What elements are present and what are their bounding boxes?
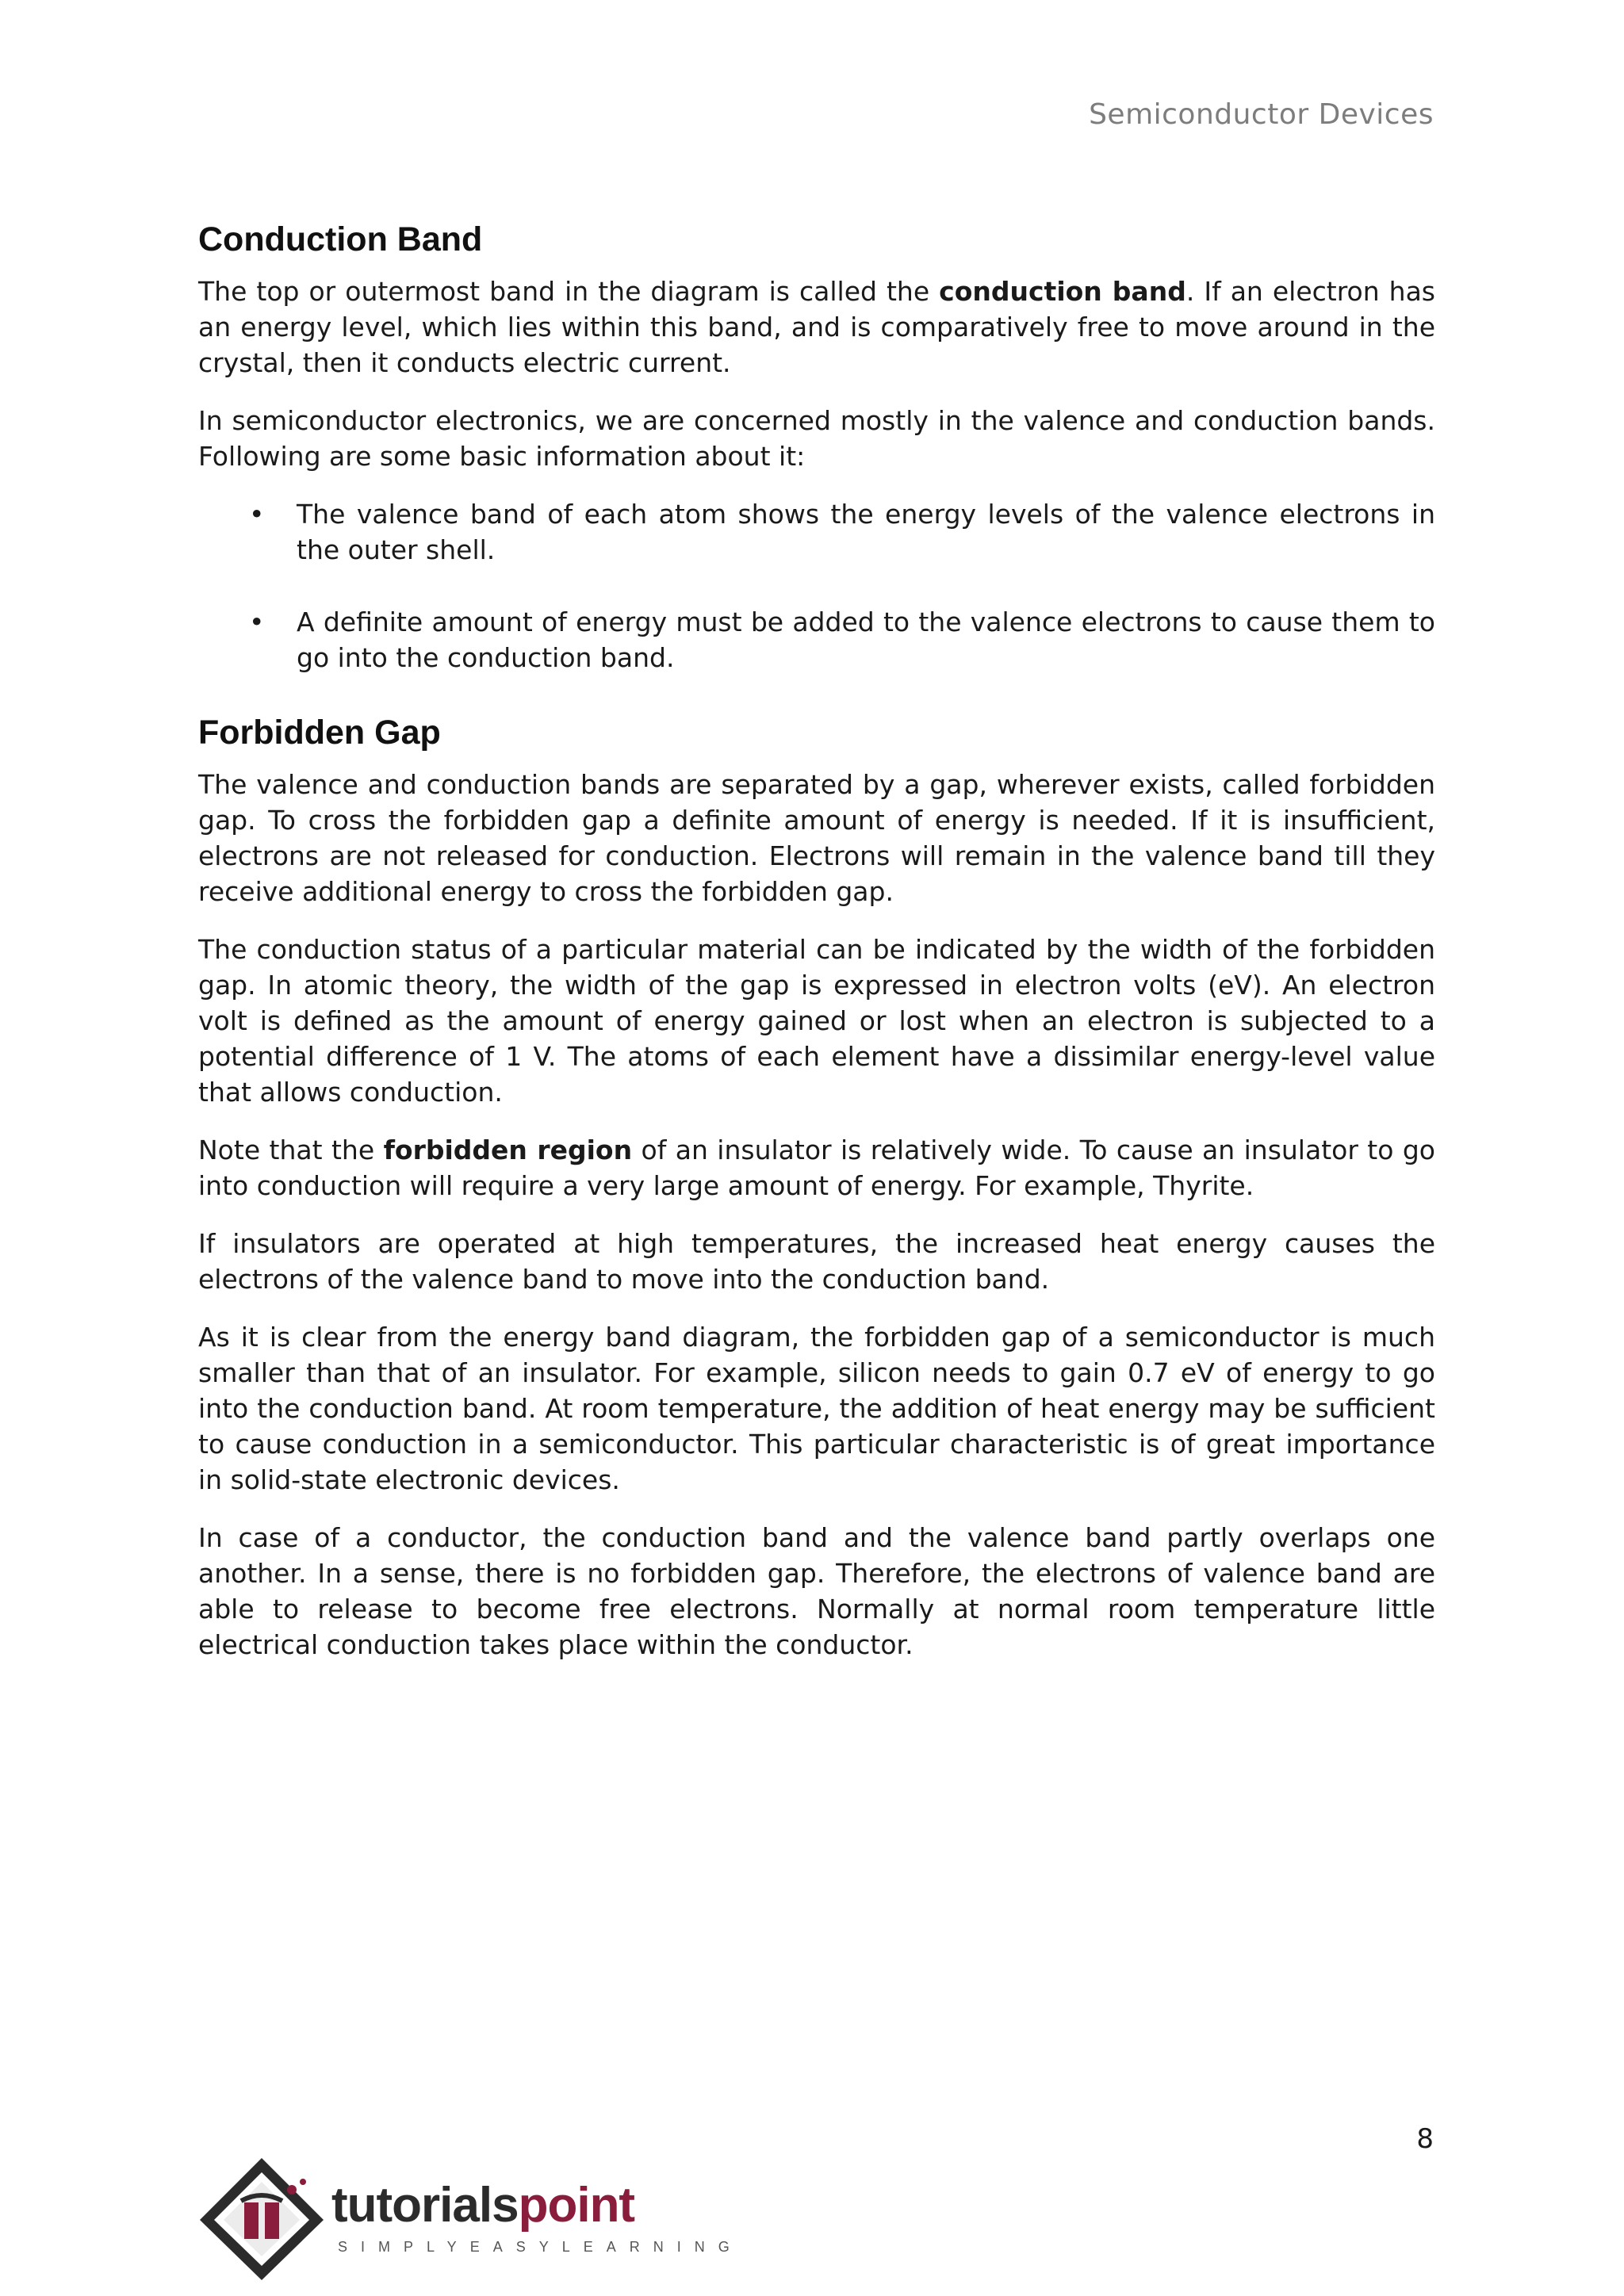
paragraph-semiconductor-electronics: In semiconductor electronics, we are concerned mostly in the valence and conduction bands. Following are some basic information about it: xyxy=(198,405,1435,472)
bullet-list xyxy=(198,496,1435,675)
bullet-icon: • xyxy=(249,499,265,530)
list-item xyxy=(198,496,1435,568)
paragraph-conduction-band-intro xyxy=(198,274,1435,381)
heading-conduction-band: Conduction Band xyxy=(198,220,483,258)
paragraph-high-temperature: If insulators are operated at high temperatures, the increased heat energy causes the electrons of the valence band to move into the conduction band. xyxy=(198,1228,1435,1295)
running-header: Semiconductor Devices xyxy=(1089,98,1434,131)
heading-forbidden-gap: Forbidden Gap xyxy=(198,714,441,752)
bold-term-forbidden-region: forbidden region xyxy=(383,1135,633,1165)
text-run: The top or outermost band in the diagram is called the xyxy=(198,276,940,307)
page-content xyxy=(198,220,1435,1685)
paragraph-forbidden-gap-1: The valence and conduction bands are separated by a gap, wherever exists, called forbidden gap. To cross the forbidden gap a definite amount of energy is needed. If it is insufficient, electrons are not released for conduction. Electrons will remain in the valence band till they receive additional energy to cross the forbidden gap. xyxy=(198,769,1435,907)
list-item-text: A definite amount of energy must be added to the valence electrons to cause them to go into the conduction band. xyxy=(297,607,1435,673)
text-run: of an insulator is relatively wide. To cause an insulator to go into conduction will require a very large amount of energy. For example, Thyrite. xyxy=(198,1135,1435,1201)
tutorialspoint-diamond-logo-icon xyxy=(197,2155,331,2282)
list-item-text: The valence band of each atom shows the energy levels of the valence electrons in the outer shell. xyxy=(297,499,1435,565)
paragraph-forbidden-region-note xyxy=(198,1132,1435,1203)
logo-wordmark xyxy=(331,2177,634,2233)
page-number: 8 xyxy=(1416,2123,1434,2155)
paragraph-semiconductor-gap: As it is clear from the energy band diagram, the forbidden gap of a semiconductor is much smaller than that of an insulator. For example, silicon needs to gain 0.7 eV of energy to go into the conduction band. At room temperature, the addition of heat energy may be sufficient to cause conduction in a semiconductor. This particular characteristic is of great importance in solid-state electronic devices. xyxy=(198,1322,1435,1495)
bold-term-conduction-band: conduction band xyxy=(939,276,1186,307)
logo-word-part2: point xyxy=(518,2178,635,2233)
paragraph-conductor-overlap: In case of a conductor, the conduction band and the valence band partly overlaps one another. In a sense, there is no forbidden gap. Therefore, the electrons of valence band are able to release to become free electrons. Normally at normal room temperature little electrical conduction takes place within the conductor. xyxy=(198,1522,1435,1660)
paragraph-forbidden-gap-2: The conduction status of a particular material can be indicated by the width of the forbidden gap. In atomic theory, the width of the gap is expressed in electron volts (eV). An electron volt is defined as the amount of energy gained or lost when an electron is subjected to a potential difference of 1 V. The atoms of each element have a dissimilar energy-level value that allows conduction. xyxy=(198,934,1435,1108)
bullet-icon: • xyxy=(249,607,265,637)
logo-word-part1: tutorials xyxy=(331,2178,519,2233)
text-run: Note that the xyxy=(198,1135,384,1165)
footer-logo xyxy=(197,2155,743,2282)
list-item xyxy=(198,604,1435,675)
logo-tagline: SIMPLYEASYLEARNING xyxy=(338,2239,743,2255)
text-run: . If an electron has an energy level, which lies within this band, and is comparatively free to move around in the crystal, then it conducts electric current. xyxy=(198,276,1435,378)
